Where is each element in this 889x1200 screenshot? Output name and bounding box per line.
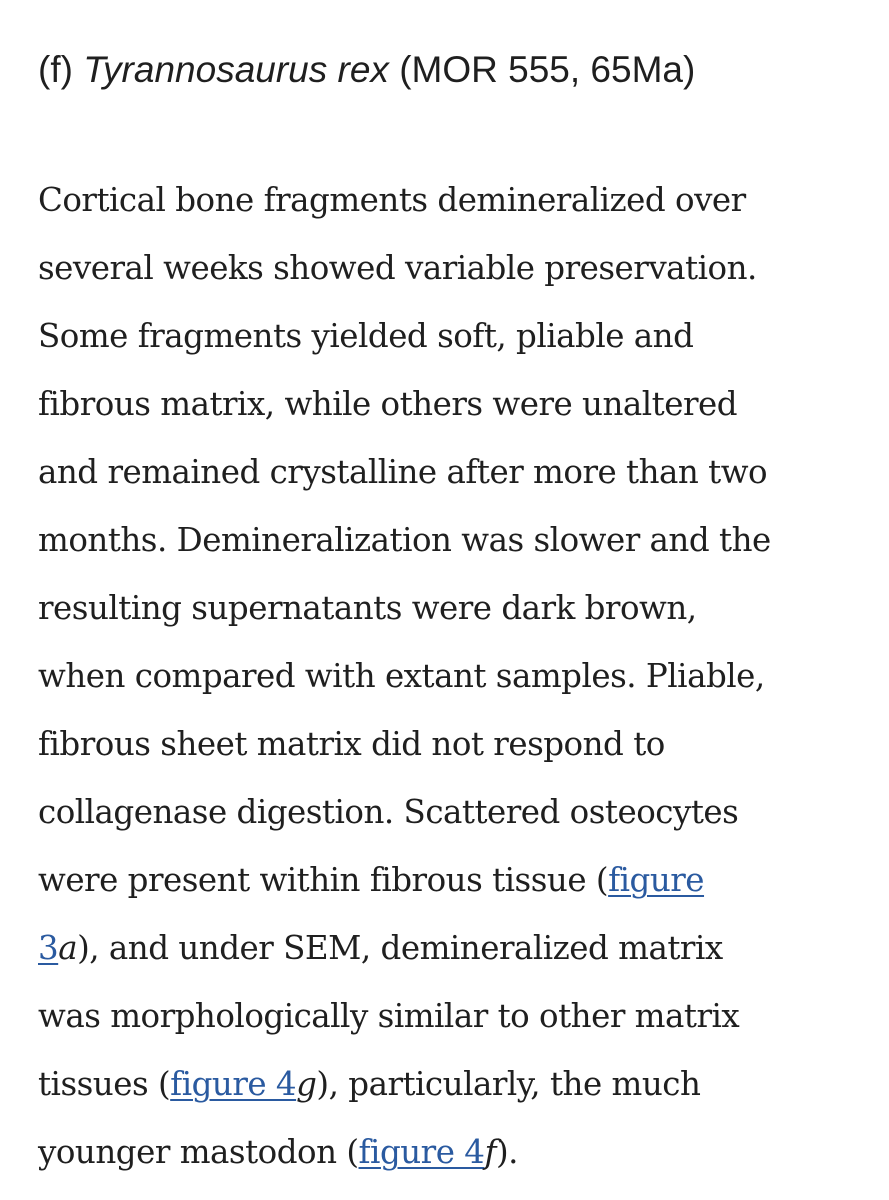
- line-text: younger mastodon (: [38, 1133, 359, 1171]
- heading-taxon: Tyrannosaurus rex: [83, 49, 389, 90]
- figure-4g-link[interactable]: figure 4: [170, 1065, 297, 1103]
- figure-3a-link-continued[interactable]: 3: [38, 929, 59, 967]
- body-paragraph: [38, 166, 858, 1186]
- figure-4f-link[interactable]: figure 4: [358, 1133, 485, 1171]
- paragraph-line: fibrous sheet matrix did not respond to: [38, 725, 665, 763]
- paragraph-line: Cortical bone fragments demineralized over: [38, 181, 746, 219]
- paragraph-line: and remained crystalline after more than two: [38, 453, 768, 491]
- paragraph-line: [38, 1050, 858, 1118]
- heading-specimen: (MOR 555, 65Ma): [388, 49, 696, 90]
- line-text: tissues (: [38, 1065, 171, 1103]
- figure-panel-label: f: [484, 1133, 496, 1171]
- paragraph-line: fibrous matrix, while others were unaltered: [38, 385, 738, 423]
- paragraph-line: Some fragments yielded soft, pliable and: [38, 317, 694, 355]
- paragraph-line: resulting supernatants were dark brown,: [38, 589, 697, 627]
- paragraph-line: [38, 914, 858, 982]
- paragraph-line: collagenase digestion. Scattered osteocytes: [38, 793, 739, 831]
- paragraph-line: [38, 846, 858, 914]
- paragraph-line: when compared with extant samples. Pliable,: [38, 657, 765, 695]
- line-text: ).: [495, 1133, 518, 1171]
- paragraph-line: was morphologically similar to other matrix: [38, 997, 740, 1035]
- paragraph-line: [38, 1118, 858, 1186]
- line-text: ), and under SEM, demineralized matrix: [77, 929, 723, 967]
- line-text: ), particularly, the much: [316, 1065, 701, 1103]
- figure-panel-label: g: [296, 1065, 317, 1103]
- heading-prefix: (f): [38, 49, 84, 90]
- figure-3a-link[interactable]: figure: [608, 861, 705, 899]
- paragraph-line: months. Demineralization was slower and the: [38, 521, 771, 559]
- figure-panel-label: a: [58, 929, 78, 967]
- paragraph-line: several weeks showed variable preservation.: [38, 249, 757, 287]
- section-heading: [38, 42, 695, 98]
- line-text: were present within fibrous tissue (: [38, 861, 609, 899]
